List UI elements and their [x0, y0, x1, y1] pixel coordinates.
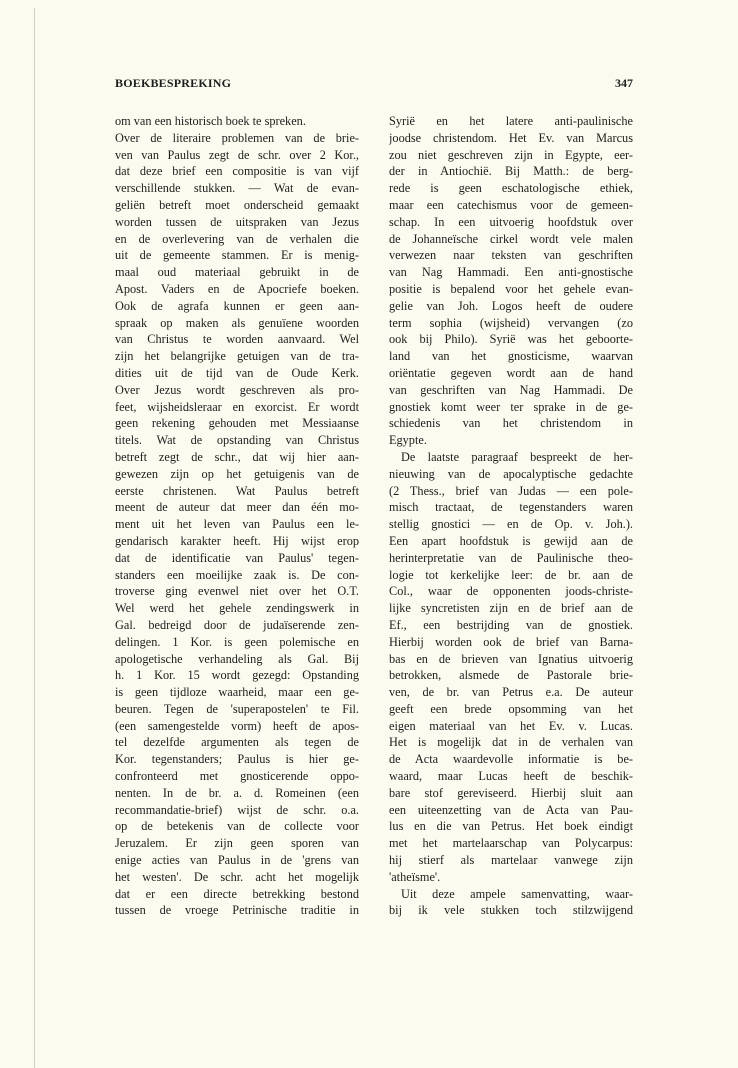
scan-edge-line — [34, 8, 35, 1068]
text-line: recommandatie-brief) wijst de schr. o.a. — [115, 802, 359, 817]
text-line: waard, maar Lucas heeft de beschik- — [389, 769, 633, 784]
text-line: lijke syncretisten zijn en de brief aan de — [389, 601, 633, 616]
text-line: herinterpretatie van de Paulinische theo- — [389, 550, 633, 565]
text-line: tel dezelfde argumenten als tegen de — [115, 735, 359, 750]
text-line: tussen de vroege Petrinische traditie in — [115, 903, 359, 918]
text-line: schiedenis van het christendom in — [389, 416, 633, 431]
text-line: dat er een directe betrekking bestond — [115, 886, 359, 901]
text-line: Gal. bedreigd door de judaïserende zen- — [115, 617, 359, 632]
text-line: bare stof gereviseerd. Hierbij sluit aan — [389, 785, 633, 800]
text-line: Apost. Vaders en de Apocriefe boeken. — [115, 281, 359, 296]
text-line: meent de auteur dat meer dan één mo- — [115, 500, 359, 515]
text-line: De laatste paragraaf bespreekt de her- — [401, 449, 633, 464]
text-line: ven van Paulus zegt de schr. over 2 Kor., — [115, 147, 359, 162]
text-line: dat de identificatie van Paulus' tegen- — [115, 550, 359, 565]
text-line: Kor. tegenstanders; Paulus is hier ge- — [115, 752, 359, 767]
text-line: Egypte. — [389, 433, 427, 448]
page-number: 347 — [615, 76, 633, 90]
text-line: verwezen naar teksten van geschriften — [389, 248, 633, 263]
text-line: Over Jezus wordt geschreven als pro- — [115, 382, 359, 397]
text-line: enige acties van Paulus in de 'grens van — [115, 853, 359, 868]
text-line: titels. Wat de opstanding van Christus — [115, 433, 359, 448]
right-text-column — [389, 113, 633, 919]
text-line: troverse ging evenwel niet over het O.T. — [115, 584, 359, 599]
text-line: betreft zegt de schr., dat wij hier aan- — [115, 449, 359, 464]
text-line: betrokken, alsmede de Pastorale brie- — [389, 668, 633, 683]
text-line: stellig gnostici — en de Op. v. Joh.). — [389, 517, 633, 532]
text-line: Ook de agrafa kunnen er geen aan- — [115, 298, 359, 313]
text-line: confronteerd met gnosticerende oppo- — [115, 769, 359, 784]
text-line: Syrië en het latere anti-paulinische — [389, 114, 633, 128]
text-line: Over de literaire problemen van de brie- — [115, 130, 359, 145]
text-line: een uiteenzetting van de Acta van Pau- — [389, 802, 633, 817]
text-line: gewezen zijn op het getuigenis van de — [115, 466, 359, 481]
text-line: land van het gnosticisme, waarvan — [389, 349, 633, 364]
text-line: beuren. Tegen de 'superapostelen' te Fil. — [115, 701, 359, 716]
text-line: nieuwing van de apocalyptische gedachte — [389, 466, 633, 481]
text-line: der in Antiochië. Bij Matth.: de berg- — [389, 164, 633, 179]
text-line: rede is geen eschatologische ethiek, — [389, 181, 633, 196]
text-line: gnostiek komt weer ter sprake in de ge- — [389, 399, 633, 414]
text-line: standers een moeilijke zaak is. De con- — [115, 567, 359, 582]
text-line: dat deze brief een compositie is van vijf — [115, 164, 359, 179]
text-line: Wel werd het gehele zendingswerk in — [115, 601, 359, 616]
text-line: apologetische verhandeling als Gal. Bij — [115, 651, 359, 666]
text-line: gendarisch karakter heeft. Hij wijst erop — [115, 533, 359, 548]
text-line: Hierbij worden ook de brief van Barna- — [389, 634, 633, 649]
text-line: (2 Thess., brief van Judas — een pole- — [389, 483, 633, 498]
text-line: met het martelaarschap van Polycarpus: — [389, 836, 633, 851]
left-text-column — [115, 113, 359, 919]
text-line: om van een historisch boek te spreken. — [115, 114, 306, 128]
text-line: van geschriften van Nag Hammadi. De — [389, 382, 633, 397]
text-line: schap. In een uitvoerig hoofdstuk over — [389, 214, 633, 229]
text-line: zijn het belangrijke getuigen van de tra- — [115, 349, 359, 364]
text-line: logie tot kerkelijke leer: de br. aan de — [389, 567, 633, 582]
text-line: Uit deze ampele samenvatting, waar- — [401, 886, 633, 901]
text-line: feet, wijsheidsleraar en exorcist. Er wordt — [115, 399, 359, 414]
text-line: Een apart hoofdstuk is gewijd aan de — [389, 533, 633, 548]
text-line: delingen. 1 Kor. is geen polemische en — [115, 634, 359, 649]
text-line: Jeruzalem. Er zijn geen sporen van — [115, 836, 359, 851]
text-line: uit de gemeente stammen. Er is menig- — [115, 248, 359, 263]
text-line: (een samengestelde vorm) heeft de apos- — [115, 718, 359, 733]
text-line: nenten. In de br. a. d. Romeinen (een — [115, 785, 359, 800]
text-line: worden tussen de uitspraken van Jezus — [115, 214, 359, 229]
text-line: van Christus te worden aanvaard. Wel — [115, 332, 359, 347]
text-line: positie is bepalend voor het gehele evan- — [389, 281, 633, 296]
text-line: h. 1 Kor. 15 wordt gezegd: Opstanding — [115, 668, 359, 683]
text-line: bij ik vele stukken toch stilzwijgend — [389, 903, 633, 918]
text-line: geen rekening gehouden met Messiaanse — [115, 416, 359, 431]
text-line: op de betekenis van de collecte voor — [115, 819, 359, 834]
text-line: 'atheïsme'. — [389, 869, 441, 884]
text-line: geliën betreft moet onderscheid gemaakt — [115, 197, 359, 212]
text-line: maal oud materiaal gebruikt in de — [115, 265, 359, 280]
text-line: Ef., een bestrijding van de gnostiek. — [389, 617, 633, 632]
page-header — [115, 76, 633, 96]
text-line: joodse christendom. Het Ev. van Marcus — [389, 130, 633, 145]
text-line: lus en die van Petrus. Het boek eindigt — [389, 819, 633, 834]
text-line: ook bij Philo). Syrië was het geboorte- — [389, 332, 633, 347]
text-line: de Johanneïsche cirkel wordt vele malen — [389, 231, 633, 246]
text-line: hij stierf als martelaar vanwege zijn — [389, 853, 633, 868]
text-line: zou niet geschreven zijn in Egypte, eer- — [389, 147, 633, 162]
text-line: Het is mogelijk dat in de verhalen van — [389, 735, 633, 750]
text-line: maar een catechismus voor de gemeen- — [389, 197, 633, 212]
text-line: term sophia (wijsheid) vervangen (zo — [389, 315, 633, 330]
text-line: geeft een brede opsomming van het — [389, 701, 633, 716]
running-title: BOEKBESPREKING — [115, 76, 232, 90]
text-line: het westen'. De schr. acht het mogelijk — [115, 869, 359, 884]
text-line: verschillende stukken. — Wat de evan- — [115, 181, 359, 196]
text-line: Col., waar de opponenten joods-christe- — [389, 584, 633, 599]
text-line: van Nag Hammadi. Een anti-gnostische — [389, 265, 633, 280]
text-line: ment uit het leven van Paulus een le- — [115, 517, 359, 532]
text-line: eigen materiaal van het Ev. v. Lucas. — [389, 718, 633, 733]
text-line: spraak op maken als genuïene woorden — [115, 315, 359, 330]
text-line: misch tractaat, de tegenstanders waren — [389, 500, 633, 515]
text-line: eerste christenen. Wat Paulus betreft — [115, 483, 359, 498]
text-line: oriëntatie gegeven wordt aan de hand — [389, 365, 633, 380]
text-line: is geen tijdloze waarheid, maar een ge- — [115, 685, 359, 700]
text-line: ven, de br. van Petrus e.a. De auteur — [389, 685, 633, 700]
text-line: dities uit de tijd van de Oude Kerk. — [115, 365, 359, 380]
text-line: bas en de brieven van Ignatius uitvoerig — [389, 651, 633, 666]
text-line: en de overlevering van de verhalen die — [115, 231, 359, 246]
text-line: gelie van Joh. Logos heeft de oudere — [389, 298, 633, 313]
text-line: de Acta waardevolle informatie is be- — [389, 752, 633, 767]
